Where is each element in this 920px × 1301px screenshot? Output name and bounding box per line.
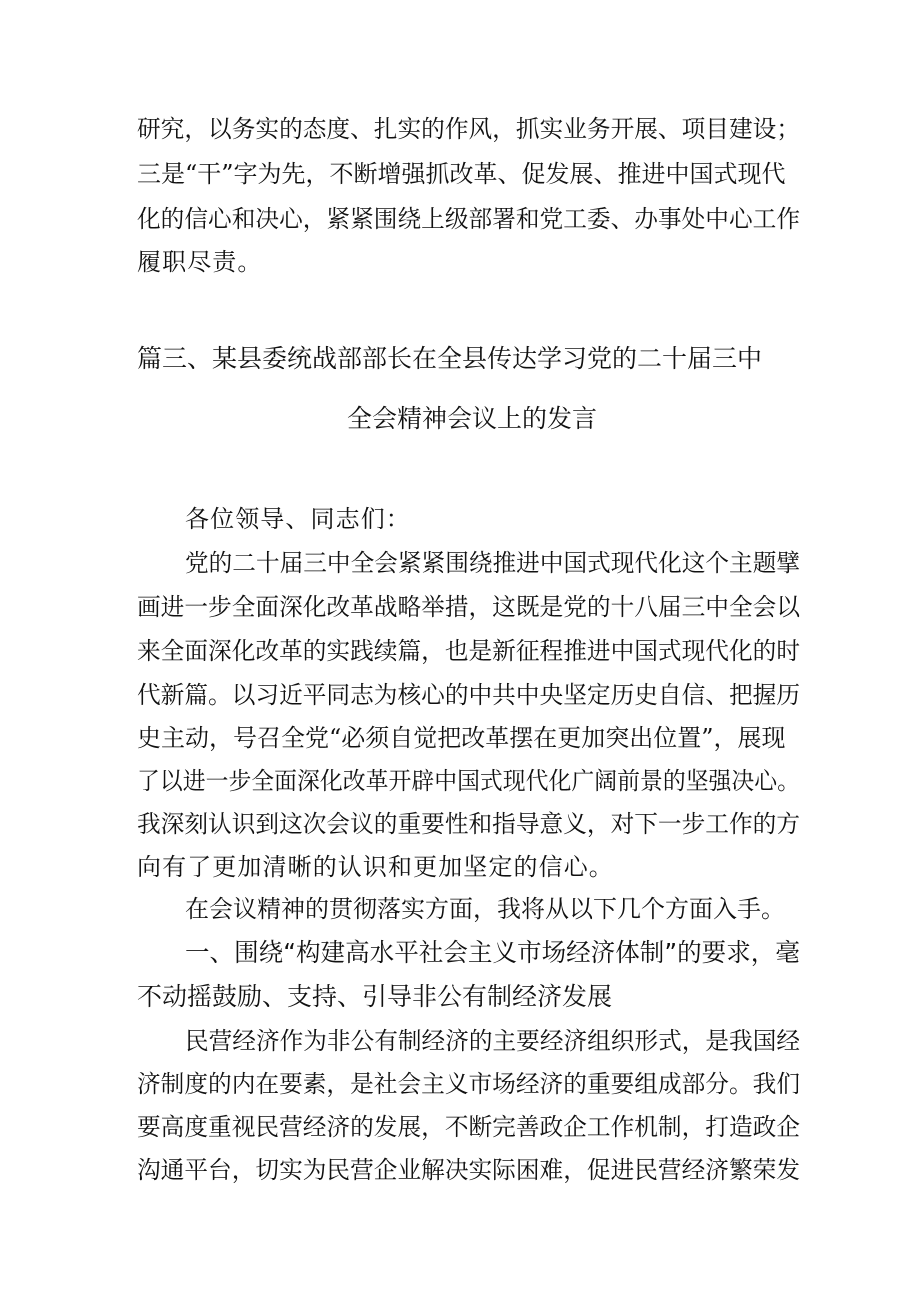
article-title-line-1: 篇三、某县委统战部部长在全县传达学习党的二十届三中: [137, 344, 763, 373]
para1-line-4: 代新篇。以习近平同志为核心的中共中央坚定历史自信、把握历: [137, 681, 800, 709]
intro-line-3: 化的信心和决心，紧紧围绕上级部署和党工委、办事处中心工作: [137, 205, 800, 233]
para1-line-1: 党的二十届三中全会紧紧围绕推进中国式现代化这个主题擘: [185, 549, 801, 577]
para3-line-1: 民营经济作为非公有制经济的主要经济组织形式，是我国经: [185, 1027, 801, 1055]
para1-line-7: 我深刻认识到这次会议的重要性和指导意义，对下一步工作的方: [137, 810, 800, 838]
para3-line-4: 沟通平台，切实为民营企业解决实际困难，促进民营经济繁荣发: [137, 1156, 800, 1184]
para1-line-6: 了以进一步全面深化改革开辟中国式现代化广阔前景的坚强决心。: [137, 767, 801, 795]
para1-line-8: 向有了更加清晰的认识和更加坚定的信心。: [137, 853, 614, 881]
para1-line-3: 来全面深化改革的实践续篇，也是新征程推进中国式现代化的时: [137, 637, 800, 665]
article-title-line-2: 全会精神会议上的发言: [347, 404, 598, 433]
para1-line-2: 画进一步全面深化改革战略举措，这既是党的十八届三中全会以: [137, 593, 800, 621]
para2-line-1: 在会议精神的贯彻落实方面，我将从以下几个方面入手。: [185, 895, 785, 923]
section1-heading-line-1: 一、围绕“构建高水平社会主义市场经济体制”的要求，毫: [185, 938, 800, 967]
salutation: 各位领导、同志们：: [185, 505, 411, 533]
para3-line-3: 要高度重视民营经济的发展，不断完善政企工作机制，打造政企: [137, 1113, 800, 1141]
intro-line-4: 履职尽责。: [137, 248, 263, 276]
section1-heading-line-2: 不动摇鼓励、支持、引导非公有制经济发展: [137, 982, 613, 1011]
para1-line-5: 史主动，号召全党“必须自觉把改革摆在更加突出位置”，展现: [137, 724, 786, 752]
para3-line-2: 济制度的内在要素，是社会主义市场经济的重要组成部分。我们: [137, 1070, 800, 1098]
intro-line-1: 研究，以务实的态度、扎实的作风，抓实业务开展、项目建设；: [137, 115, 800, 143]
intro-line-2: 三是“干”字为先，不断增强抓改革、促发展、推进中国式现代: [137, 160, 786, 188]
